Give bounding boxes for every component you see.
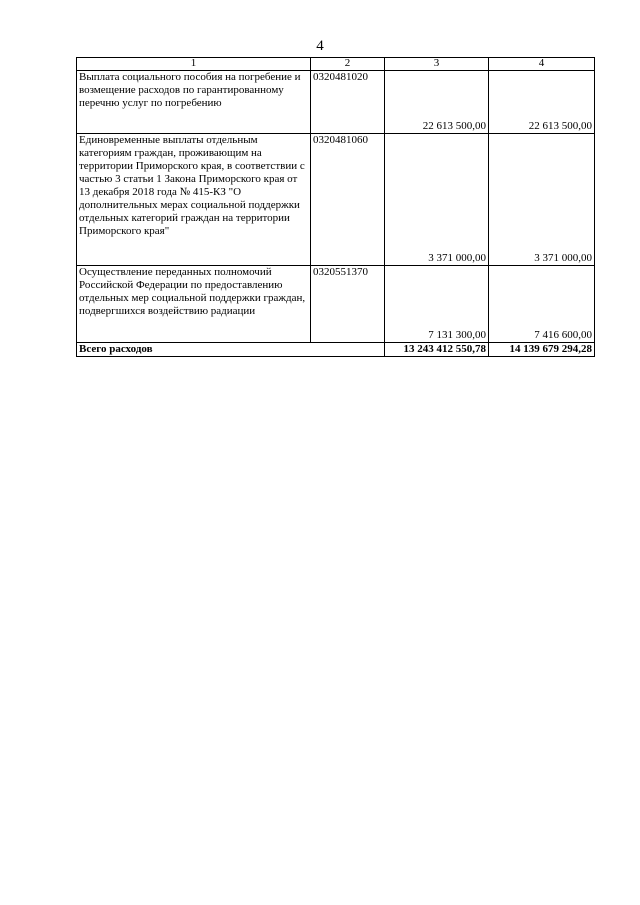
row-amount-3: 7 131 300,00 [385,266,489,343]
total-amount-3: 13 243 412 550,78 [385,343,489,357]
row-amount-4: 22 613 500,00 [489,71,595,134]
budget-table [76,57,595,357]
row-amount-3: 22 613 500,00 [385,71,489,134]
table-row [77,71,595,134]
header-cell-3: 3 [385,58,489,71]
row-amount-4: 7 416 600,00 [489,266,595,343]
total-row [77,343,595,357]
table-header-row [77,58,595,71]
table-row [77,134,595,266]
row-name: Осуществление переданных полномочий Российской Федерации по предоставлению отдельных мер социальной поддержки граждан, подвергшихся воздействию радиации [77,266,311,343]
row-name: Выплата социального пособия на погребение и возмещение расходов по гарантированному перечню услуг по погребению [77,71,311,134]
total-amount-4: 14 139 679 294,28 [489,343,595,357]
row-amount-4: 3 371 000,00 [489,134,595,266]
header-cell-2: 2 [311,58,385,71]
row-amount-3: 3 371 000,00 [385,134,489,266]
row-code: 0320481060 [311,134,385,266]
header-cell-1: 1 [77,58,311,71]
row-code: 0320551370 [311,266,385,343]
page-number: 4 [316,38,324,54]
table-row [77,266,595,343]
row-code: 0320481020 [311,71,385,134]
row-name: Единовременные выплаты отдельным категориям граждан, проживающим на территории Приморского края, в соответствии с частью 3 статьи 1 Закона Приморского края от 13 декабря 2018 года № 415-КЗ "О дополнительных мерах социальной поддержки отдельных категорий граждан на территории Приморского края" [77,134,311,266]
total-label: Всего расходов [77,343,385,357]
header-cell-4: 4 [489,58,595,71]
